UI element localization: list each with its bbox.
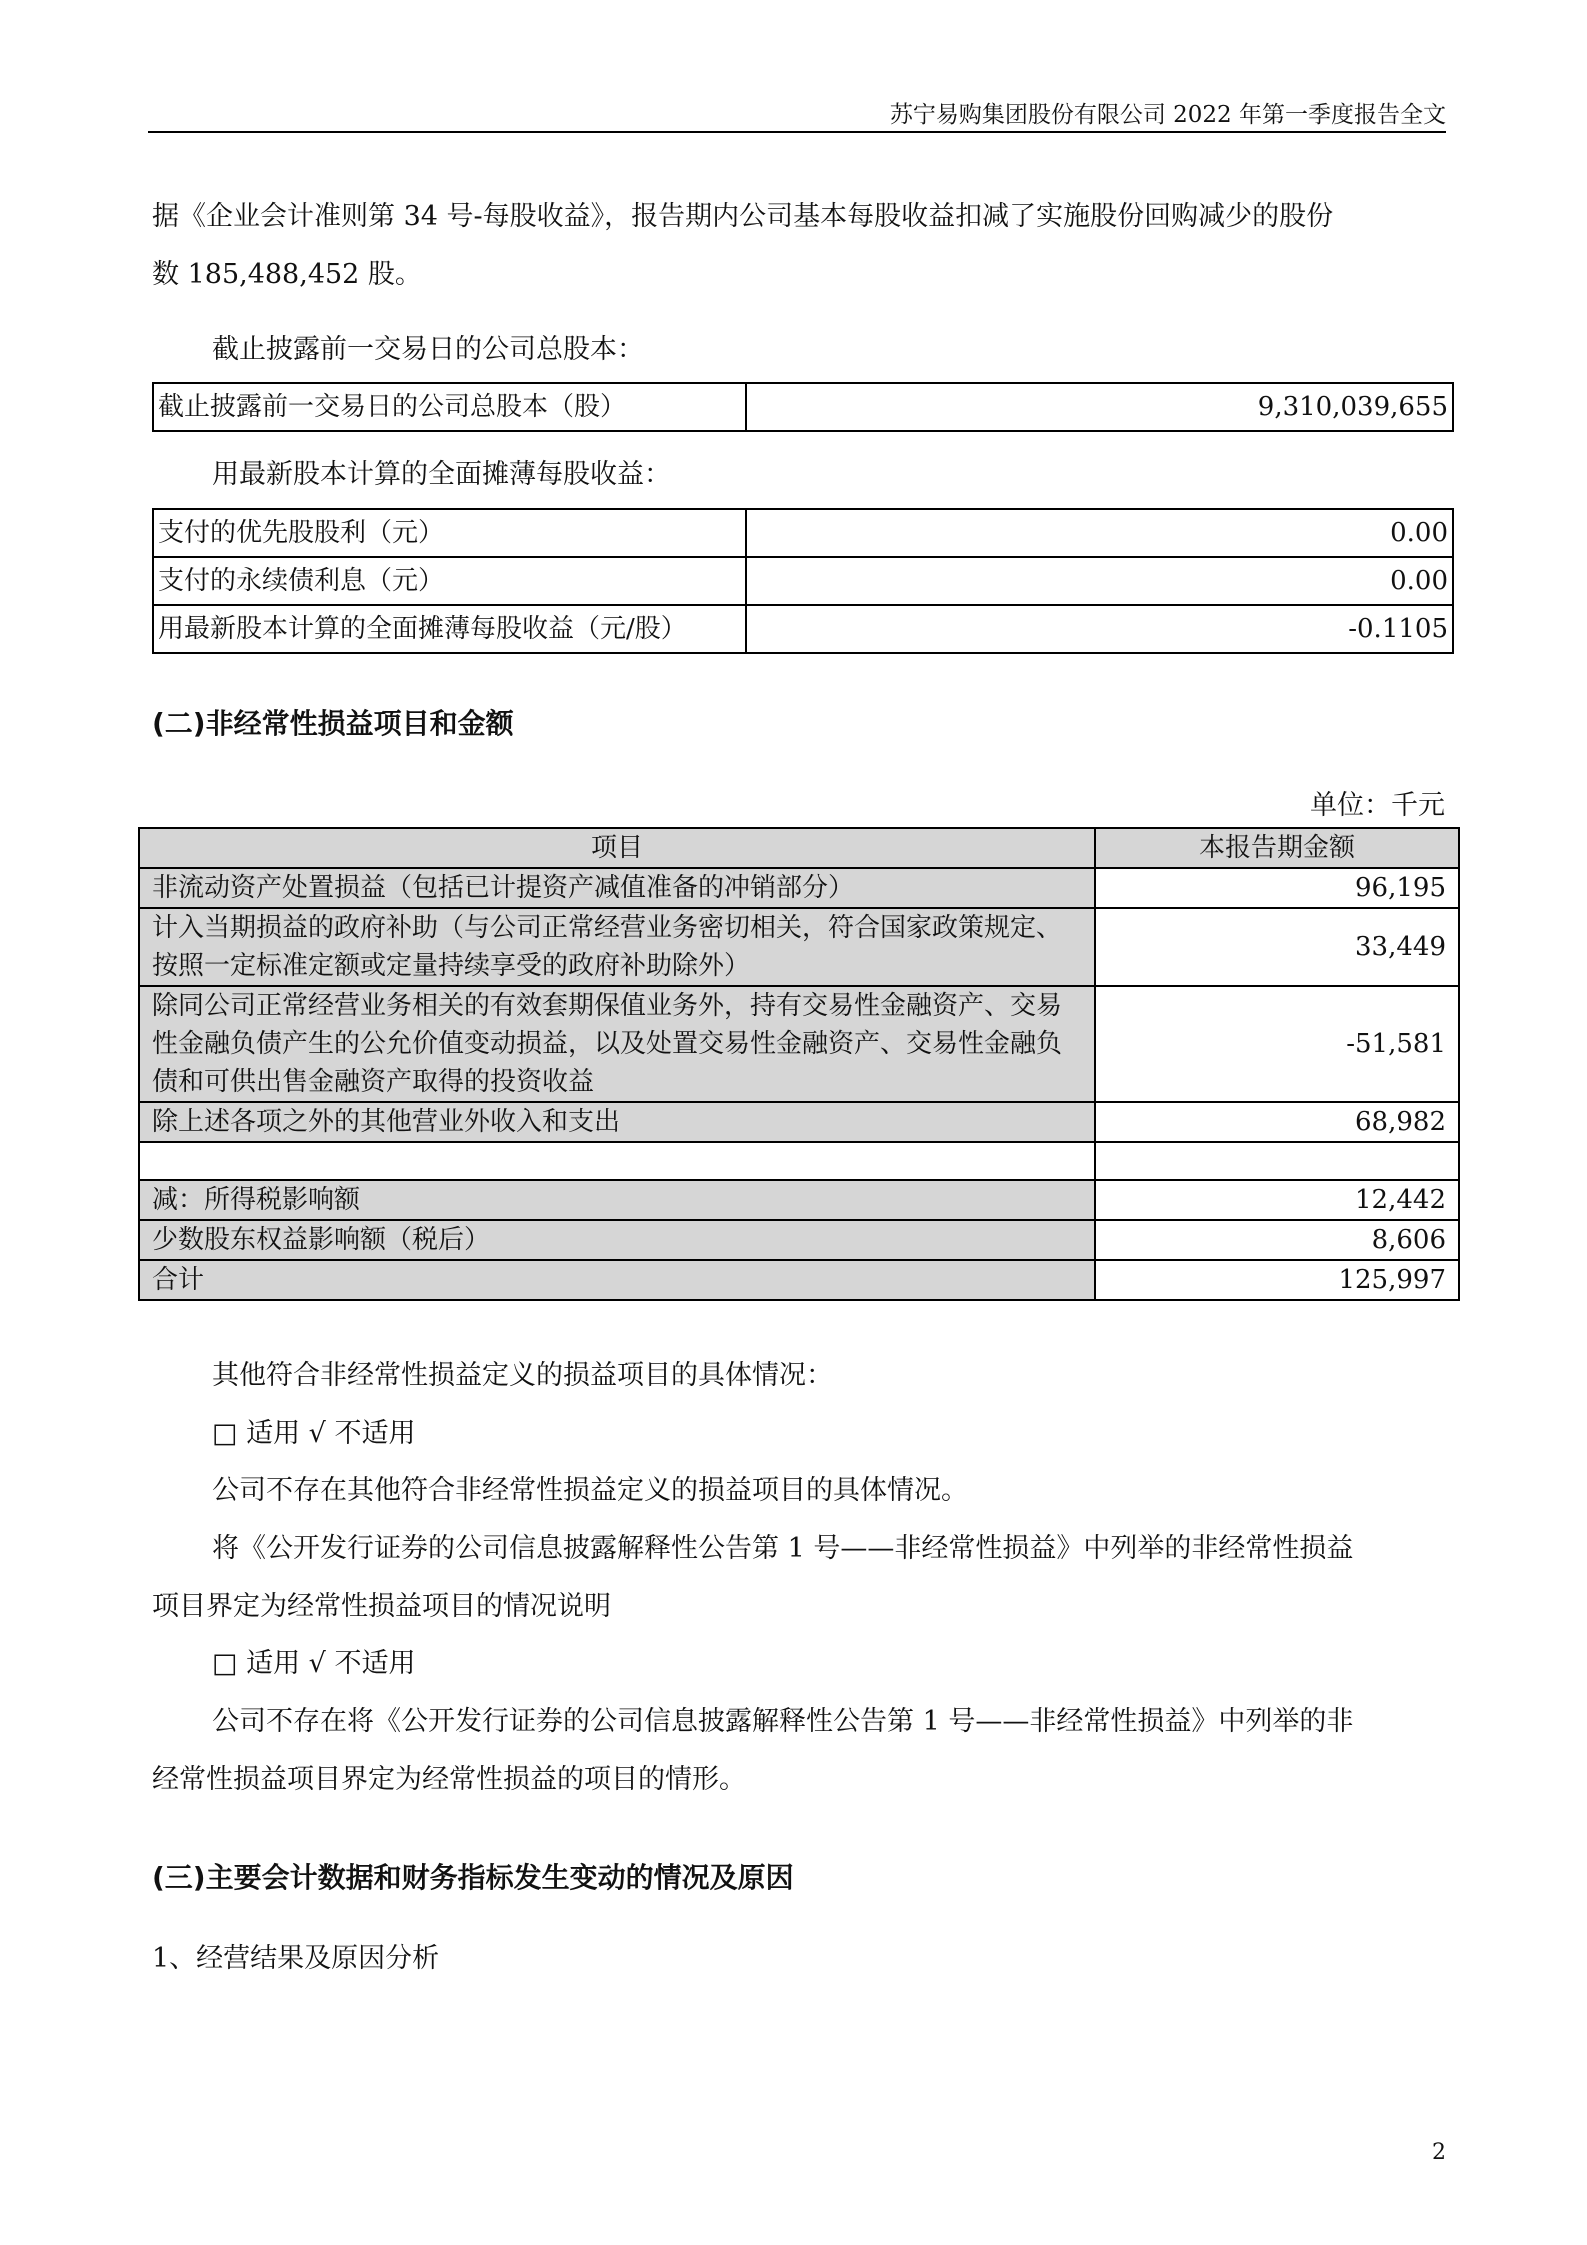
paragraph: 公司不存在其他符合非经常性损益定义的损益项目的具体情况。 bbox=[212, 1475, 968, 1506]
cell-value: 0.00 bbox=[746, 557, 1453, 605]
section-heading: (二)非经常性损益项目和金额 bbox=[152, 707, 514, 740]
table-header-row bbox=[139, 828, 1459, 868]
table-row bbox=[139, 1102, 1459, 1142]
table-row bbox=[139, 986, 1459, 1102]
paragraph: 数 185,488,452 股。 bbox=[152, 259, 422, 290]
cell-label: 支付的优先股股利（元） bbox=[153, 509, 746, 557]
cell-amount: 125,997 bbox=[1095, 1260, 1459, 1300]
table-row bbox=[153, 557, 1453, 605]
table-row bbox=[139, 908, 1459, 986]
table-row bbox=[139, 1260, 1459, 1300]
column-header: 项目 bbox=[139, 828, 1095, 868]
column-header: 本报告期金额 bbox=[1095, 828, 1459, 868]
paragraph: 据《企业会计准则第 34 号-每股收益》，报告期内公司基本每股收益扣减了实施股份回购减少的股份 bbox=[152, 201, 1334, 232]
non-recurring-table bbox=[138, 827, 1460, 1301]
unit-label: 单位：千元 bbox=[1310, 790, 1445, 821]
cell-item bbox=[139, 1142, 1095, 1180]
page-number: 2 bbox=[1432, 2140, 1446, 2165]
paragraph: 其他符合非经常性损益定义的损益项目的具体情况： bbox=[212, 1360, 833, 1391]
cell-value: 9,310,039,655 bbox=[746, 383, 1453, 431]
table-row bbox=[139, 1142, 1459, 1180]
running-header: 苏宁易购集团股份有限公司 2022 年第一季度报告全文 bbox=[889, 102, 1446, 128]
cell-value: 0.00 bbox=[746, 509, 1453, 557]
cell-item: 除同公司正常经营业务相关的有效套期保值业务外，持有交易性金融资产、交易性金融负债产生的公允价值变动损益，以及处置交易性金融资产、交易性金融负债和可供出售金融资产取得的投资收益 bbox=[139, 986, 1095, 1102]
cell-label: 用最新股本计算的全面摊薄每股收益（元/股） bbox=[153, 605, 746, 653]
paragraph: 公司不存在将《公开发行证券的公司信息披露解释性公告第 1 号——非经常性损益》中列举的非 bbox=[212, 1706, 1354, 1737]
cell-amount: 96,195 bbox=[1095, 868, 1459, 908]
table-row bbox=[153, 605, 1453, 653]
paragraph: 经常性损益项目界定为经常性损益的项目的情形。 bbox=[152, 1764, 746, 1795]
header-rule bbox=[148, 131, 1446, 133]
applicability-option: □ 适用 √ 不适用 bbox=[212, 1648, 416, 1679]
cell-amount: 8,606 bbox=[1095, 1220, 1459, 1260]
cell-label: 支付的永续债利息（元） bbox=[153, 557, 746, 605]
cell-item: 除上述各项之外的其他营业外收入和支出 bbox=[139, 1102, 1095, 1142]
cell-amount: -51,581 bbox=[1095, 986, 1459, 1102]
cell-item: 少数股东权益影响额（税后） bbox=[139, 1220, 1095, 1260]
paragraph: 截止披露前一交易日的公司总股本： bbox=[212, 334, 644, 365]
table-row bbox=[153, 383, 1453, 431]
cell-amount: 33,449 bbox=[1095, 908, 1459, 986]
cell-item: 非流动资产处置损益（包括已计提资产减值准备的冲销部分） bbox=[139, 868, 1095, 908]
cell-amount bbox=[1095, 1142, 1459, 1180]
cell-item: 减：所得税影响额 bbox=[139, 1180, 1095, 1220]
cell-label: 截止披露前一交易日的公司总股本（股） bbox=[153, 383, 746, 431]
section-heading: (三)主要会计数据和财务指标发生变动的情况及原因 bbox=[152, 1861, 794, 1894]
subheading: 1、经营结果及原因分析 bbox=[152, 1943, 440, 1974]
cell-amount: 12,442 bbox=[1095, 1180, 1459, 1220]
table-row bbox=[139, 1220, 1459, 1260]
cell-item: 计入当期损益的政府补助（与公司正常经营业务密切相关，符合国家政策规定、按照一定标准定额或定量持续享受的政府补助除外） bbox=[139, 908, 1095, 986]
table-row bbox=[153, 509, 1453, 557]
paragraph: 用最新股本计算的全面摊薄每股收益： bbox=[212, 459, 671, 490]
cell-amount: 68,982 bbox=[1095, 1102, 1459, 1142]
cell-value: -0.1105 bbox=[746, 605, 1453, 653]
eps-table bbox=[152, 508, 1454, 654]
table-row bbox=[139, 1180, 1459, 1220]
paragraph: 将《公开发行证券的公司信息披露解释性公告第 1 号——非经常性损益》中列举的非经常性损益 bbox=[212, 1533, 1354, 1564]
paragraph: 项目界定为经常性损益项目的情况说明 bbox=[152, 1591, 611, 1622]
cell-item: 合计 bbox=[139, 1260, 1095, 1300]
share-capital-table bbox=[152, 382, 1454, 432]
applicability-option: □ 适用 √ 不适用 bbox=[212, 1418, 416, 1449]
table-row bbox=[139, 868, 1459, 908]
